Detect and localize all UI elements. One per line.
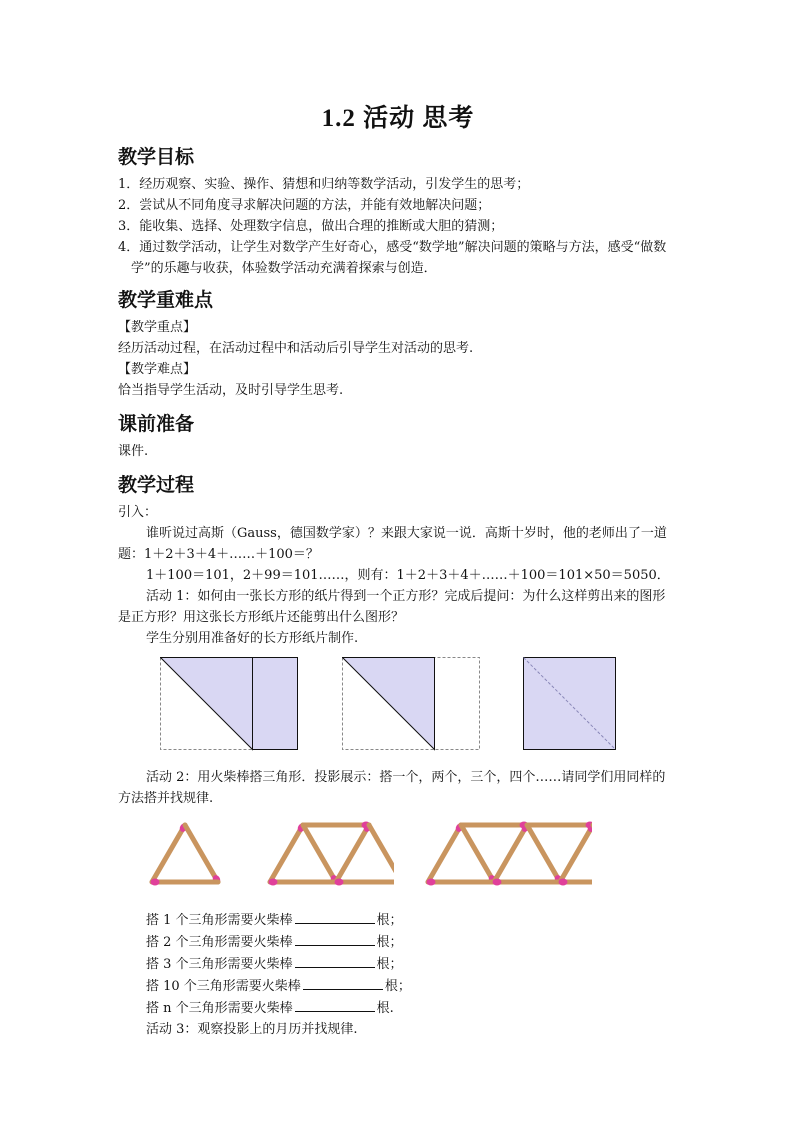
paragraph-activity-2: 活动 2：用火柴棒搭三角形．投影展示：搭一个，两个，三个，四个……请同学们用同样的方法搭并找规律. xyxy=(118,770,666,806)
matchstick xyxy=(270,825,303,882)
section-heading-process: 教学过程 xyxy=(118,474,195,496)
answer-blank xyxy=(295,997,375,1012)
intro-label: 引入： xyxy=(118,505,158,520)
paragraph-activity-3: 活动 3：观察投影上的月历并找规律. xyxy=(146,1022,358,1037)
paper-figure-1 xyxy=(160,657,300,751)
paragraph-sum: 1＋100＝101，2＋99＝101……，则有：1＋2＋3＋4＋……＋100＝101×50＝5050． xyxy=(146,568,670,583)
paper-figure-2 xyxy=(342,657,482,751)
key-label: 【教学重点】 xyxy=(118,320,197,335)
objective-item: 2．尝试从不同角度寻求解决问题的方法，并能有效地解决问题； xyxy=(118,198,491,213)
section-heading-objectives: 教学目标 xyxy=(118,146,195,168)
question-5: 搭 n 个三角形需要火柴棒 根. xyxy=(118,997,678,1019)
question-2: 搭 2 个三角形需要火柴棒 根； xyxy=(118,931,678,953)
paragraph-students: 学生分别用准备好的长方形纸片制作. xyxy=(146,631,359,646)
answer-blank xyxy=(295,953,375,968)
answer-blank xyxy=(303,975,383,990)
matchstick xyxy=(185,825,218,882)
matchstick-head xyxy=(269,879,278,886)
document-page xyxy=(118,98,678,1040)
matchstick-head xyxy=(493,879,502,886)
answer-blank xyxy=(295,931,375,946)
matchstick xyxy=(152,825,185,882)
matchstick-triangles-3 xyxy=(422,819,592,895)
question-3: 搭 3 个三角形需要火柴棒 根； xyxy=(118,953,678,975)
paragraph-gauss: 谁听说过高斯（Gauss，德国数学家）？来跟大家说一说．高斯十岁时，他的老师出了一道题：1＋2＋3＋4＋……＋100＝？ xyxy=(118,526,667,562)
matchstick-figures xyxy=(118,819,678,897)
page-title: 1.2 活动 思考 xyxy=(321,105,475,132)
matchstick xyxy=(527,825,560,882)
matchstick-head xyxy=(151,879,160,886)
difficulty-text: 恰当指导学生活动，及时引导学生思考. xyxy=(118,383,344,398)
answer-blank xyxy=(295,909,375,924)
matchstick-head xyxy=(427,879,436,886)
matchstick xyxy=(560,825,592,882)
matchstick xyxy=(369,825,394,882)
matchstick-triangle-1 xyxy=(146,819,236,895)
matchstick xyxy=(461,825,494,882)
paper-folding-figures xyxy=(118,657,678,761)
matchstick xyxy=(428,825,461,882)
objective-item: 4．通过数学活动，让学生对数学产生好奇心，感受“数学地”解决问题的策略与方法，感受“做数学”的乐趣与收获，体验数学活动充满着探索与创造． xyxy=(118,240,667,276)
objective-item: 3．能收集、选择、处理数字信息，做出合理的推断或大胆的猜测； xyxy=(118,219,504,234)
matchstick-head xyxy=(335,879,344,886)
section-heading-key-points: 教学重难点 xyxy=(118,289,214,311)
matchstick-triangles-2 xyxy=(264,819,394,895)
paper-figure-3 xyxy=(523,657,619,751)
section-heading-preparation: 课前准备 xyxy=(118,413,195,435)
matchstick xyxy=(303,825,336,882)
matchstick xyxy=(336,825,369,882)
matchstick-head xyxy=(559,879,568,886)
key-text: 经历活动过程，在活动过程中和活动后引导学生对活动的思考. xyxy=(118,341,474,356)
question-4: 搭 10 个三角形需要火柴棒 根； xyxy=(118,975,678,997)
objective-item: 1．经历观察、实验、操作、猜想和归纳等数学活动，引发学生的思考； xyxy=(118,177,530,192)
question-1: 搭 1 个三角形需要火柴棒 根； xyxy=(118,909,678,931)
difficulty-label: 【教学难点】 xyxy=(118,362,197,377)
preparation-text: 课件. xyxy=(118,444,149,459)
paragraph-activity-1: 活动 1：如何由一张长方形的纸片得到一个正方形？完成后提问：为什么这样剪出来的图形是正方形？用这张长方形纸片还能剪出什么图形？ xyxy=(118,589,666,625)
matchstick xyxy=(494,825,527,882)
